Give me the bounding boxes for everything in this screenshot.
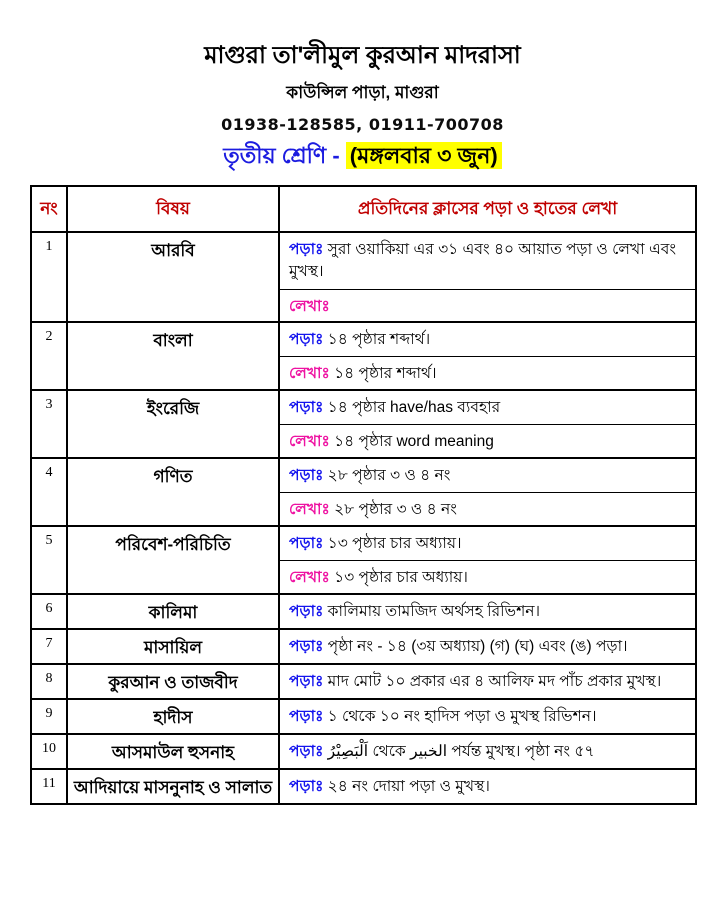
write-label: লেখাঃ	[289, 569, 330, 587]
read-entry	[280, 630, 695, 663]
table-row	[32, 733, 695, 768]
read-text: ১৩ পৃষ্ঠার চার অধ্যায়।	[327, 535, 462, 553]
table-row	[32, 768, 695, 803]
row-details	[278, 700, 695, 733]
read-label: পড়াঃ	[289, 638, 324, 656]
read-text: পৃষ্ঠা নং - ১৪ (৩য় অধ্যায়) (গ) (ঘ) এবং (ঙ) পড়া।	[327, 638, 628, 656]
school-name: মাগুরা তা'লীমুল কুরআন মাদরাসা	[204, 42, 521, 69]
read-entry	[280, 459, 695, 492]
read-entry	[280, 323, 695, 356]
school-phone-numbers: 01938-128585, 01911-700708	[221, 114, 504, 134]
table-row	[32, 593, 695, 628]
table-row	[32, 525, 695, 593]
read-label: পড়াঃ	[289, 743, 324, 761]
subject-name: কালিমা	[66, 595, 278, 628]
table-row	[32, 457, 695, 525]
table-header-row	[32, 187, 695, 231]
row-details	[278, 735, 695, 768]
read-label: পড়াঃ	[289, 673, 324, 691]
read-entry	[280, 700, 695, 733]
row-number: 10	[42, 741, 56, 757]
class-date-highlight: (মঙ্গলবার ৩ জুন)	[346, 142, 502, 169]
subject-name: বাংলা	[66, 323, 278, 389]
write-entry	[280, 356, 695, 389]
write-text: ১৪ পৃষ্ঠার শব্দার্থ।	[334, 365, 437, 383]
read-text: ২৮ পৃষ্ঠার ৩ ও ৪ নং	[327, 467, 451, 485]
write-entry	[280, 424, 695, 457]
read-text: কালিমায় তামজিদ অর্থসহ রিভিশন।	[327, 603, 541, 621]
class-separator: -	[332, 142, 340, 168]
col-header-subject: বিষয়	[66, 187, 278, 231]
read-text: ১ থেকে ১০ নং হাদিস পড়া ও মুখস্থ রিভিশন।	[327, 708, 597, 726]
read-text: মাদ মোট ১০ প্রকার এর ৪ আলিফ মদ পাঁচ প্রকার মুখস্থ।	[327, 673, 662, 691]
row-number: 11	[42, 776, 56, 792]
table-row	[32, 698, 695, 733]
row-details	[278, 459, 695, 525]
read-entry	[280, 391, 695, 424]
read-label: পড়াঃ	[289, 708, 324, 726]
subject-name: মাসায়িল	[66, 630, 278, 663]
row-details	[278, 630, 695, 663]
write-entry	[280, 560, 695, 593]
col-header-no: নং	[40, 198, 58, 218]
row-details	[278, 527, 695, 593]
read-entry	[280, 595, 695, 628]
row-number: 8	[45, 671, 53, 687]
read-text: সুরা ওয়াকিয়া এর ৩১ এবং ৪০ আয়াত পড়া ও লেখা এবং মুখস্থ।	[289, 240, 677, 281]
read-entry	[280, 527, 695, 560]
row-details	[278, 391, 695, 457]
row-number: 4	[45, 465, 53, 481]
class-date-line	[0, 139, 725, 176]
read-text: ১৪ পৃষ্ঠার শব্দার্থ।	[327, 331, 431, 349]
row-details	[278, 323, 695, 389]
row-number: 2	[45, 329, 53, 345]
document-header	[0, 0, 725, 176]
col-header-details: প্রতিদিনের ক্লাসের পড়া ও হাতের লেখা	[278, 187, 695, 231]
subject-name: আসমাউল হুসনাহ	[66, 735, 278, 768]
row-number: 1	[45, 238, 53, 254]
subject-name: গণিত	[66, 459, 278, 525]
write-text: ১৪ পৃষ্ঠার word meaning	[334, 433, 494, 451]
row-number: 3	[45, 397, 53, 413]
table-row	[32, 663, 695, 698]
table-row	[32, 231, 695, 321]
write-label: লেখাঃ	[289, 433, 330, 451]
row-details	[278, 665, 695, 698]
read-label: পড়াঃ	[289, 778, 324, 796]
row-details	[278, 595, 695, 628]
read-text: اَلْبَصِيْرُ থেকে الخبير পর্যন্ত মুখস্থ। পৃষ্ঠা নং ৫৭	[327, 743, 595, 761]
read-entry	[280, 770, 695, 803]
write-entry	[280, 492, 695, 525]
write-label: লেখাঃ	[289, 501, 330, 519]
class-title: তৃতীয় শ্রেণি	[223, 142, 327, 168]
lessons-table	[30, 185, 697, 805]
subject-name: হাদীস	[66, 700, 278, 733]
read-label: পড়াঃ	[289, 399, 324, 417]
write-text: ১৩ পৃষ্ঠার চার অধ্যায়।	[334, 569, 468, 587]
table-row	[32, 321, 695, 389]
read-label: পড়াঃ	[289, 535, 324, 553]
read-label: পড়াঃ	[289, 240, 324, 258]
read-text: ১৪ পৃষ্ঠার have/has ব্যবহার	[327, 399, 501, 417]
write-label: লেখাঃ	[289, 297, 330, 315]
write-label: লেখাঃ	[289, 365, 330, 383]
subject-name: আরবি	[66, 233, 278, 321]
table-row	[32, 628, 695, 663]
read-entry	[280, 233, 695, 289]
read-entry	[280, 665, 695, 698]
read-label: পড়াঃ	[289, 331, 324, 349]
subject-name: ইংরেজি	[66, 391, 278, 457]
subject-name: পরিবেশ-পরিচিতি	[66, 527, 278, 593]
row-number: 5	[45, 533, 53, 549]
subject-name: কুরআন ও তাজবীদ	[66, 665, 278, 698]
write-text: ২৮ পৃষ্ঠার ৩ ও ৪ নং	[334, 501, 457, 519]
row-details	[278, 770, 695, 803]
write-entry	[280, 289, 695, 321]
read-label: পড়াঃ	[289, 603, 324, 621]
read-text: ২৪ নং দোয়া পড়া ও মুখস্থ।	[327, 778, 490, 796]
row-number: 6	[45, 601, 53, 617]
row-number: 9	[45, 706, 53, 722]
row-number: 7	[45, 636, 53, 652]
row-details	[278, 233, 695, 321]
read-label: পড়াঃ	[289, 467, 324, 485]
subject-name: আদিয়ায়ে মাসনুনাহ ও সালাত	[66, 770, 278, 803]
school-address: কাউন্সিল পাড়া, মাগুরা	[286, 82, 439, 102]
table-row	[32, 389, 695, 457]
read-entry	[280, 735, 695, 768]
